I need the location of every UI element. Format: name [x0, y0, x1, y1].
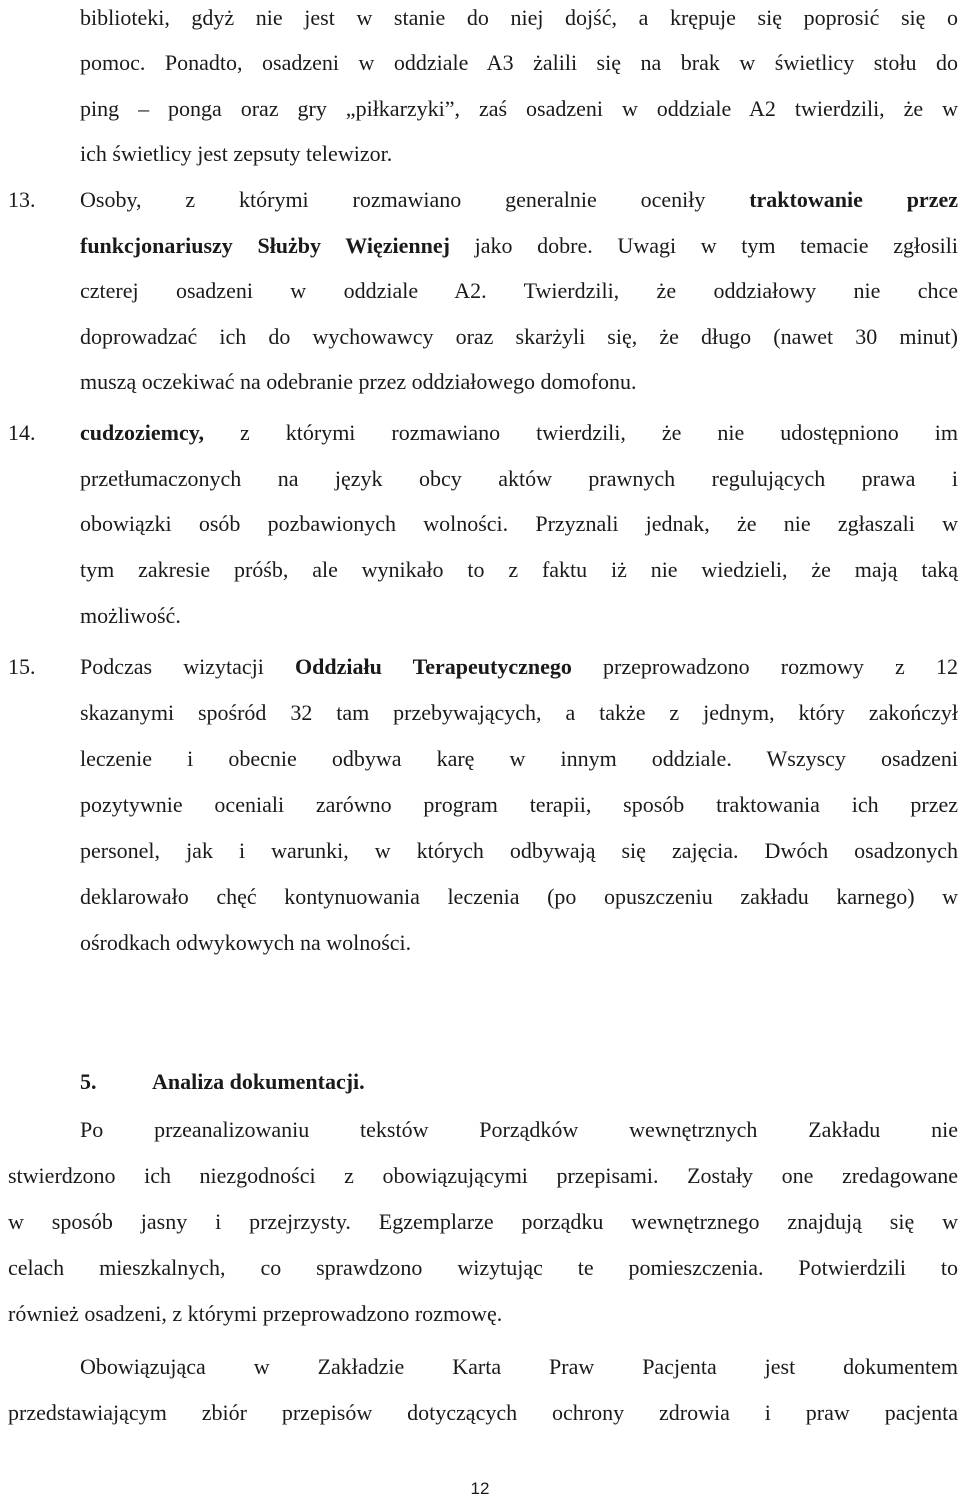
- text-line: tym zakresie próśb, ale wynikało to z faktu iż nie wiedzieli, że mają taką: [80, 557, 958, 582]
- text-run: z którymi rozmawiano twierdzili, że nie udostępniono im: [204, 420, 958, 445]
- text-run: jako dobre. Uwagi w tym temacie zgłosili: [449, 233, 958, 258]
- text-line: czterej osadzeni w oddziale A2. Twierdzili, że oddziałowy nie chce: [80, 278, 958, 303]
- text-line: również osadzeni, z którymi przeprowadzono rozmowę.: [8, 1301, 503, 1326]
- list-item-number: 15.: [8, 654, 36, 679]
- text-line: pozytywnie oceniali zarówno program terapii, sposób traktowania ich przez: [80, 792, 958, 817]
- text-line: doprowadzać ich do wychowawcy oraz skarżyli się, że długo (nawet 30 minut): [80, 324, 958, 349]
- text-run: Osoby, z którymi rozmawiano generalnie oceniły: [80, 187, 750, 212]
- text-line: personel, jak i warunki, w których odbywają się zajęcia. Dwóch osadzonych: [80, 838, 958, 863]
- text-line: Po przeanalizowaniu tekstów Porządków wewnętrznych Zakładu nie: [80, 1117, 958, 1142]
- section-number: 5.: [80, 1069, 97, 1094]
- text-line: pomoc. Ponadto, osadzeni w oddziale A3 żalili się na brak w świetlicy stołu do: [80, 50, 958, 75]
- text-run: Podczas wizytacji: [80, 654, 296, 679]
- text-line: obowiązki osób pozbawionych wolności. Przyznali jednak, że nie zgłaszali w: [80, 511, 958, 536]
- page-number: 12: [470, 1479, 490, 1498]
- list-item-number: 14.: [8, 420, 36, 445]
- list-item-line: [80, 652, 958, 682]
- text-line: ping – ponga oraz gry „piłkarzyki”, zaś osadzeni w oddziale A2 twierdzili, że w: [80, 96, 958, 121]
- text-line: stwierdzono ich niezgodności z obowiązującymi przepisami. Zostały one zredagowane: [8, 1163, 958, 1188]
- text-line: biblioteki, gdyż nie jest w stanie do niej dojść, a krępuje się poprosić się o: [80, 5, 958, 30]
- text-line: celach mieszkalnych, co sprawdzono wizytując te pomieszczenia. Potwierdzili to: [8, 1255, 958, 1280]
- text-line: możliwość.: [80, 603, 181, 628]
- text-run: przeprowadzono rozmowy z 12: [571, 654, 958, 679]
- text-line: leczenie i obecnie odbywa karę w innym oddziale. Wszyscy osadzeni: [80, 746, 958, 771]
- list-item-line: [80, 185, 958, 215]
- text-line: przedstawiającym zbiór przepisów dotyczących ochrony zdrowia i praw pacjenta: [8, 1400, 958, 1425]
- bold-text-run: traktowanie przez: [749, 187, 958, 212]
- list-item-number: 13.: [8, 187, 36, 212]
- text-line: muszą oczekiwać na odebranie przez oddziałowego domofonu.: [80, 369, 637, 394]
- text-line: ich świetlicy jest zepsuty telewizor.: [80, 141, 393, 166]
- text-line: w sposób jasny i przejrzysty. Egzemplarze porządku wewnętrznego znajdują się w: [8, 1209, 958, 1234]
- text-line: deklarowało chęć kontynuowania leczenia (po opuszczeniu zakładu karnego) w: [80, 884, 958, 909]
- text-line: Obowiązująca w Zakładzie Karta Praw Pacjenta jest dokumentem: [80, 1354, 958, 1379]
- bold-text-run: cudzoziemcy,: [80, 420, 205, 445]
- list-item-line: [80, 418, 958, 448]
- text-line: ośrodkach odwykowych na wolności.: [80, 930, 412, 955]
- bold-text-run: Oddziału Terapeutycznego: [295, 654, 572, 679]
- section-title: Analiza dokumentacji.: [152, 1069, 365, 1094]
- list-item-line: [80, 231, 958, 261]
- text-line: skazanymi spośród 32 tam przebywających, a także z jednym, który zakończył: [80, 700, 958, 725]
- bold-text-run: funkcjonariuszy Służby Więziennej: [80, 233, 450, 258]
- text-line: przetłumaczonych na język obcy aktów prawnych regulujących prawa i: [80, 466, 958, 491]
- section-heading: [80, 1067, 365, 1097]
